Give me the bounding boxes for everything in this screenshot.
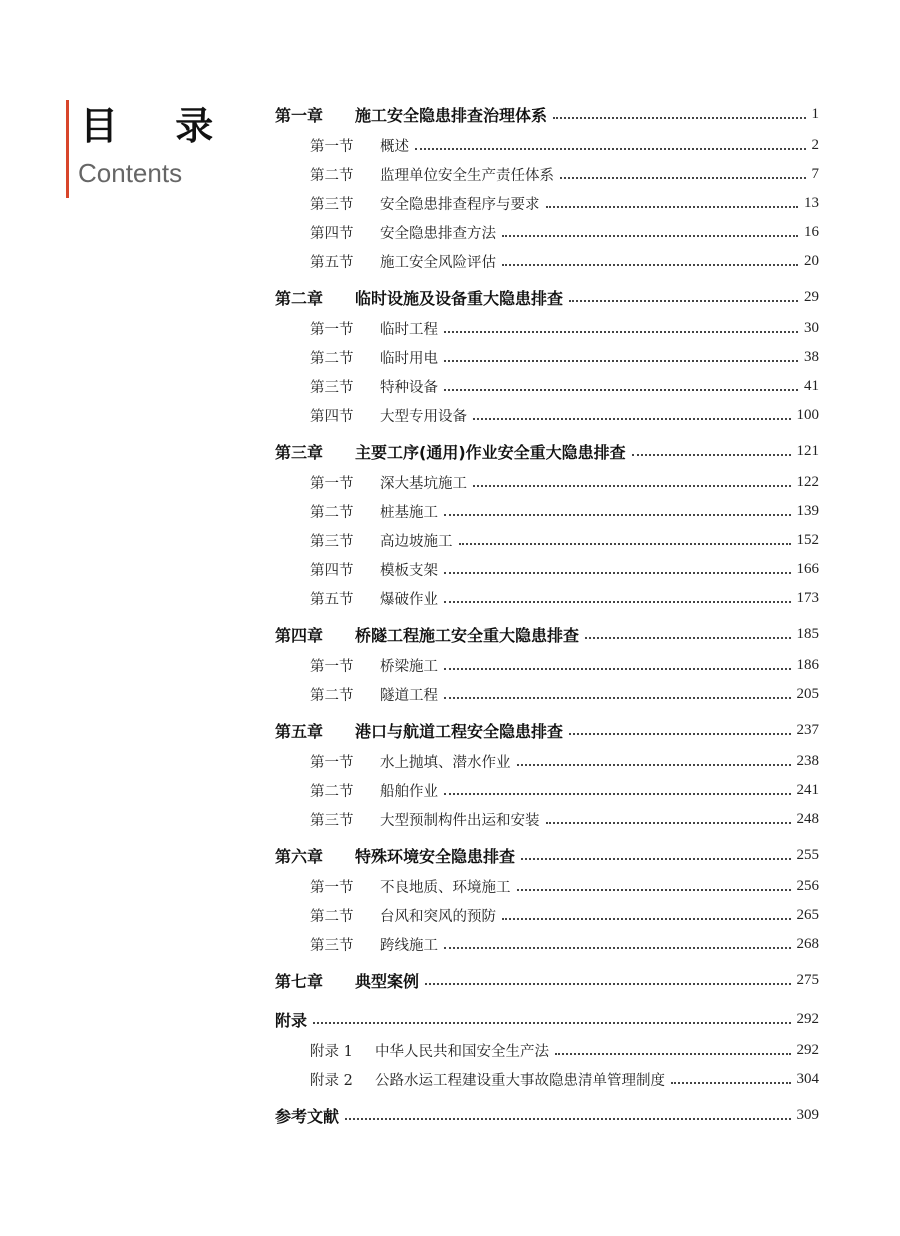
section-entry[interactable] [275, 651, 819, 680]
entry-title: 爆破作业 [380, 592, 438, 608]
page-number: 13 [804, 195, 819, 211]
entry-title: 港口与航道工程安全隐患排查 [355, 722, 564, 741]
page-number: 29 [804, 289, 819, 305]
entry-number: 第一章 [275, 106, 324, 125]
entry-number: 第三节 [310, 534, 354, 550]
section-entry[interactable] [275, 247, 819, 276]
entry-number: 第一节 [310, 476, 354, 492]
entry-title: 模板支架 [380, 563, 438, 579]
appendix-entry[interactable] [275, 1003, 819, 1036]
page-number: 185 [796, 626, 819, 642]
section-entry[interactable] [275, 930, 819, 959]
page-number: 238 [796, 753, 819, 769]
section-group [275, 131, 819, 281]
entry-number: 第五节 [310, 592, 354, 608]
entry-title: 概述 [380, 139, 409, 155]
section-entry[interactable] [275, 526, 819, 555]
section-group [275, 468, 819, 618]
appendix-group [275, 1036, 819, 1099]
page-number: 30 [804, 320, 819, 336]
section-entry[interactable] [275, 343, 819, 372]
page-number: 139 [796, 503, 819, 519]
page-number: 241 [796, 782, 819, 798]
entry-number: 第三节 [310, 197, 354, 213]
dot-leader [444, 331, 798, 333]
entry-title: 深大基坑施工 [380, 476, 467, 492]
entry-number: 第一节 [310, 139, 354, 155]
entry-title: 临时工程 [380, 322, 438, 338]
section-group [275, 747, 819, 839]
entry-title: 附录 [275, 1011, 308, 1030]
section-entry[interactable] [275, 776, 819, 805]
section-entry[interactable] [275, 901, 819, 930]
dot-leader [555, 1053, 791, 1055]
dot-leader [585, 637, 790, 639]
page-number: 256 [796, 878, 819, 894]
page-number: 275 [796, 972, 819, 988]
section-entry[interactable] [275, 497, 819, 526]
entry-title: 安全隐患排查程序与要求 [380, 197, 540, 213]
dot-leader [444, 601, 791, 603]
entry-number: 第一节 [310, 880, 354, 896]
dot-leader [444, 572, 791, 574]
entry-title: 特殊环境安全隐患排查 [355, 847, 516, 866]
dot-leader [546, 822, 791, 824]
dot-leader [546, 206, 799, 208]
dot-leader [473, 485, 791, 487]
toc-subtitle: Contents [78, 158, 183, 188]
entry-title: 桩基施工 [380, 505, 438, 521]
dot-leader [459, 543, 791, 545]
entry-number: 第二节 [310, 168, 354, 184]
toc-title: 目 录 [80, 104, 236, 148]
entry-number: 第五章 [275, 722, 324, 741]
entry-number: 第二节 [310, 784, 354, 800]
entry-title: 台风和突风的预防 [380, 909, 496, 925]
entry-title: 公路水运工程建设重大事故隐患清单管理制度 [375, 1073, 665, 1089]
entry-number: 第二节 [310, 688, 354, 704]
dot-leader [444, 389, 798, 391]
section-entry[interactable] [275, 747, 819, 776]
dot-leader [553, 117, 805, 119]
page-number: 304 [796, 1071, 819, 1087]
chapter-entry[interactable] [275, 839, 819, 872]
section-entry[interactable] [275, 189, 819, 218]
section-entry[interactable] [275, 872, 819, 901]
section-entry[interactable] [275, 372, 819, 401]
entry-title: 临时设施及设备重大隐患排查 [355, 289, 564, 308]
entry-number: 第三节 [310, 813, 354, 829]
section-entry[interactable] [275, 160, 819, 189]
page-number: 292 [796, 1042, 819, 1058]
dot-leader [502, 264, 798, 266]
page-number: 268 [796, 936, 819, 952]
entry-title: 不良地质、环境施工 [380, 880, 511, 896]
entry-title: 施工安全风险评估 [380, 255, 496, 271]
section-entry[interactable] [275, 680, 819, 709]
chapter-entry[interactable] [275, 964, 819, 997]
chapter-entry[interactable] [275, 98, 819, 131]
entry-title: 船舶作业 [380, 784, 438, 800]
entry-number: 第六章 [275, 847, 324, 866]
entry-title: 监理单位安全生产责任体系 [380, 168, 554, 184]
entry-number: 第三节 [310, 938, 354, 954]
chapter-entry[interactable] [275, 281, 819, 314]
entry-title: 桥梁施工 [380, 659, 438, 675]
section-entry[interactable] [275, 555, 819, 584]
page-number: 1 [811, 106, 819, 122]
appendix-item[interactable] [275, 1036, 819, 1065]
entry-number: 第七章 [275, 972, 324, 991]
dot-leader [313, 1022, 790, 1024]
dot-leader [473, 418, 791, 420]
section-group [275, 314, 819, 435]
dot-leader [671, 1082, 791, 1084]
dot-leader [632, 454, 791, 456]
entry-number: 第四章 [275, 626, 324, 645]
entry-number: 第二节 [310, 505, 354, 521]
page-number: 121 [796, 443, 819, 459]
page-number: 309 [796, 1107, 819, 1123]
chapter-entry[interactable] [275, 435, 819, 468]
section-entry[interactable] [275, 805, 819, 834]
page-number: 255 [796, 847, 819, 863]
page-number: 38 [804, 349, 819, 365]
entry-title: 高边坡施工 [380, 534, 453, 550]
entry-title: 特种设备 [380, 380, 438, 396]
page-number: 237 [796, 722, 819, 738]
entry-title: 桥隧工程施工安全重大隐患排查 [355, 626, 580, 645]
dot-leader [444, 947, 791, 949]
page-number: 248 [796, 811, 819, 827]
page-number: 166 [796, 561, 819, 577]
page-number: 20 [804, 253, 819, 269]
entry-title: 隧道工程 [380, 688, 438, 704]
entry-title: 参考文献 [275, 1107, 340, 1126]
references-entry[interactable] [275, 1099, 819, 1132]
page-number: 100 [796, 407, 819, 423]
entry-number: 附录 2 [310, 1073, 353, 1089]
dot-leader [521, 858, 790, 860]
page-number: 265 [796, 907, 819, 923]
entry-title: 施工安全隐患排查治理体系 [355, 106, 548, 125]
dot-leader [569, 733, 790, 735]
section-entry[interactable] [275, 218, 819, 247]
entry-number: 第一节 [310, 755, 354, 771]
page-number: 2 [811, 137, 819, 153]
page-number: 205 [796, 686, 819, 702]
entry-number: 第三节 [310, 380, 354, 396]
dot-leader [517, 889, 791, 891]
chapter-entry[interactable] [275, 618, 819, 651]
entry-number: 第五节 [310, 255, 354, 271]
dot-leader [415, 148, 806, 150]
dot-leader [444, 793, 791, 795]
entry-title: 主要工序(通用)作业安全重大隐患排查 [355, 443, 626, 462]
entry-number: 第四节 [310, 226, 354, 242]
appendix-item[interactable] [275, 1065, 819, 1094]
section-entry[interactable] [275, 584, 819, 613]
dot-leader [502, 918, 791, 920]
dot-leader [569, 300, 798, 302]
entry-number: 第四节 [310, 563, 354, 579]
page-number: 122 [796, 474, 819, 490]
page-number: 7 [811, 166, 819, 182]
entry-title: 临时用电 [380, 351, 438, 367]
page-number: 16 [804, 224, 819, 240]
table-of-contents [275, 98, 819, 1132]
section-group [275, 651, 819, 714]
dot-leader [444, 697, 791, 699]
entry-title: 中华人民共和国安全生产法 [375, 1044, 549, 1060]
entry-number: 第二节 [310, 351, 354, 367]
dot-leader [502, 235, 798, 237]
entry-number: 第二章 [275, 289, 324, 308]
entry-title: 典型案例 [355, 972, 420, 991]
entry-title: 水上抛填、潜水作业 [380, 755, 511, 771]
entry-number: 第四节 [310, 409, 354, 425]
dot-leader [345, 1118, 790, 1120]
dot-leader [444, 360, 798, 362]
entry-number: 第三章 [275, 443, 324, 462]
chapter-entry[interactable] [275, 714, 819, 747]
page-number: 186 [796, 657, 819, 673]
page-number: 152 [796, 532, 819, 548]
dot-leader [444, 668, 791, 670]
entry-title: 安全隐患排查方法 [380, 226, 496, 242]
entry-title: 跨线施工 [380, 938, 438, 954]
accent-bar [66, 100, 69, 198]
entry-title: 大型专用设备 [380, 409, 467, 425]
entry-number: 附录 1 [310, 1044, 353, 1060]
entry-title: 大型预制构件出运和安装 [380, 813, 540, 829]
entry-number: 第一节 [310, 322, 354, 338]
page-number: 292 [796, 1011, 819, 1027]
entry-number: 第二节 [310, 909, 354, 925]
page-number: 41 [804, 378, 819, 394]
dot-leader [560, 177, 806, 179]
dot-leader [425, 983, 790, 985]
dot-leader [517, 764, 791, 766]
section-group [275, 872, 819, 964]
section-entry[interactable] [275, 401, 819, 430]
section-entry[interactable] [275, 131, 819, 160]
dot-leader [444, 514, 791, 516]
entry-number: 第一节 [310, 659, 354, 675]
page-number: 173 [796, 590, 819, 606]
section-entry[interactable] [275, 468, 819, 497]
section-entry[interactable] [275, 314, 819, 343]
